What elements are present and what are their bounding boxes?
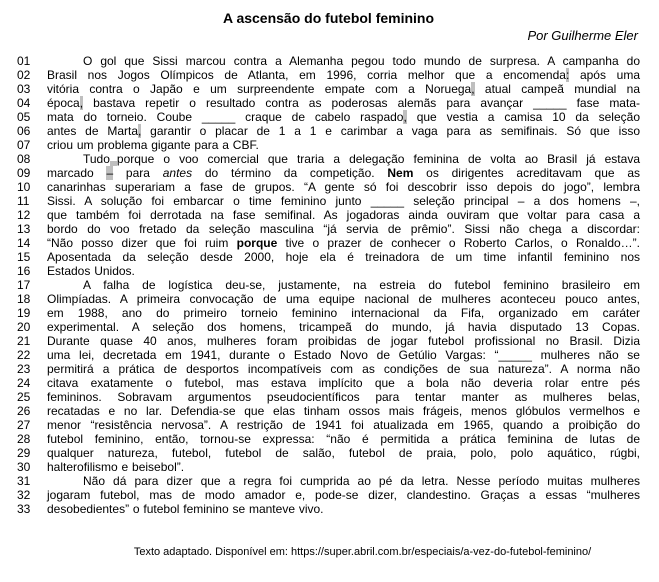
text-segment: vitória contra o Japão e um surpreendente empate com a Noruega [47,82,472,96]
text-segment: Estados Unidos. [47,264,135,278]
line-number: 25 [17,390,31,404]
line-number: 14 [17,236,31,250]
text-line [17,180,640,194]
text-line [17,334,640,348]
line-number: 13 [17,222,31,236]
text-segment: Durante quase 40 anos, mulheres foram proibidas de jogar futebol profissional no Brasil. Dizia [47,334,640,348]
text-segment: futebol feminino, então, tornou-se expressa: “não é permitida a prática feminina de lutas de [47,432,640,446]
text-segment: que vestia a camisa 10 da seleção [406,110,640,124]
text-segment: qualquer natureza, futebol, futebol de salão, futebol de praia, polo, polo aquático, rúgbi, [47,446,640,460]
line-number: 11 [17,194,30,208]
line-text [47,404,640,418]
text-line [17,54,640,68]
line-number: 33 [17,502,31,516]
text-segment: canarinhas superariam a fase de grupos. “A gente só foi descobrir isso depois do jogo”, lembra [47,180,640,194]
line-number: 02 [17,68,31,82]
text-segment: seleção principal – a dos homens –, [404,194,640,208]
line-text [47,446,640,460]
text-line [17,278,640,292]
line-text [47,180,640,194]
line-text [47,390,640,404]
text-segment: porque [236,236,278,250]
line-number: 06 [17,124,31,138]
text-segment: menor “resistência nervosa”. A restrição de 1941 foi atualizada em 1965, quando a proibição do [47,418,640,432]
line-number: 27 [17,418,31,432]
text-line [17,460,640,474]
text-segment: atual campeã mundial na [474,82,640,96]
text-segment: após uma [569,68,640,82]
line-text [47,110,640,124]
line-text [47,292,640,306]
text-segment: para [113,166,163,180]
line-text [47,124,640,138]
highlighted-punctuation: – [106,166,114,180]
line-text [47,474,640,488]
text-segment: tive o prazer de conhecer o Roberto Carlos, o Ronaldo…”. [277,236,640,250]
text-line [17,194,640,208]
line-number: 09 [17,166,31,180]
highlighted-punctuation: , [403,110,407,124]
line-number: 12 [17,208,31,222]
line-number: 23 [17,362,31,376]
line-number: 07 [17,138,31,152]
line-number: 30 [17,460,31,474]
text-segment: craque de cabelo raspado [235,110,404,124]
line-text [47,502,640,516]
line-text [47,222,640,236]
text-line [17,348,640,362]
text-segment: porque o voo comercial que traria a delegação feminina de volta ao Brasil já estava [116,152,640,166]
text-segment: citava exatamente o futebol, mas estava implícito que a bola não deveria rolar entre pés [47,376,640,390]
text-segment: época [47,96,80,110]
byline: Por Guilherme Eler [527,28,638,43]
text-segment: “Não posso dizer que foi ruim [47,236,237,250]
line-number: 18 [17,292,31,306]
text-segment: Não dá para dizer que a regra foi cumprida ao pé da letra. Nesse período muitas mulheres [83,474,640,488]
text-line [17,474,640,488]
line-text [47,54,640,68]
text-segment: criou um problema gigante para a CBF. [47,138,259,152]
text-line [17,404,640,418]
line-text [47,264,640,278]
line-text [47,68,640,82]
text-line [17,362,640,376]
text-segment: uma lei, decretada em 1941, durante o Estado Novo de Getúlio Vargas: “ [47,348,499,362]
text-line [17,390,640,404]
text-line [17,110,640,124]
line-text [47,138,640,152]
highlighted-punctuation: , [79,96,84,110]
line-number: 20 [17,320,31,334]
line-number: 19 [17,306,31,320]
text-line [17,292,640,306]
line-text [47,362,640,376]
line-text [47,488,640,502]
text-line [17,432,640,446]
text-segment: bastava repetir o resultado contra as poderosas alemãs para avançar [83,96,534,110]
text-segment: Sissi. A solução foi embarcar o time feminino junto [47,194,371,208]
line-text [47,432,640,446]
line-text [47,348,640,362]
line-number: 28 [17,432,31,446]
line-number: 10 [17,180,31,194]
line-text [47,194,640,208]
text-segment: garantir o placar de 1 a 1 e carimbar a vaga para as semifinais. Só que isso [141,124,640,138]
text-line [17,306,640,320]
text-segment: em 1988, ano do primeiro torneio feminino internacional da Fifa, organizado em caráter [47,306,640,320]
line-text [47,334,640,348]
line-text [47,306,640,320]
line-text [47,250,640,264]
text-line [17,68,640,82]
line-text [47,278,640,292]
line-text [47,418,640,432]
line-number: 22 [17,348,31,362]
text-segment: Tudo [83,152,110,166]
text-segment: antes de Marta [47,124,138,138]
text-line [17,320,640,334]
text-segment: O gol que Sissi marcou contra a Alemanha pegou todo mundo de surpresa. A campanha do [83,54,640,68]
text-line [17,250,640,264]
text-segment: os dirigentes acreditavam que as [413,166,641,180]
highlighted-punctuation: : [565,68,570,82]
line-text [47,236,640,250]
line-number: 03 [17,82,31,96]
fill-in-blank: _____ [533,96,567,110]
text-segment: do término da competição. [192,166,388,180]
text-line [17,502,640,516]
line-number: 31 [17,474,31,488]
line-number: 05 [17,110,31,124]
line-text [47,96,640,110]
text-segment: femininos. Sobravam argumentos pseudocientíficos para tentar manter as mulheres belas, [47,390,640,404]
text-line [17,138,640,152]
text-segment: bordo do voo fretado da seleção masculina “já servia de prêmio”. Sissi não chega a discordar: [47,222,640,236]
text-line [17,418,640,432]
text-line [17,446,640,460]
fill-in-blank: _____ [498,348,532,362]
line-text [47,376,640,390]
text-line [17,376,640,390]
line-number: 21 [17,334,31,348]
text-line [17,264,640,278]
line-number: 26 [17,404,31,418]
text-segment: permitirá a prática de desportos incompatíveis com as condições de sua natureza”. A norma não [47,362,640,376]
text-segment: experimental. A seleção dos homens, tricampeã do mundo, já havia disputado 13 Copas. [47,320,640,334]
text-line [17,152,640,166]
highlighted-space [110,154,117,166]
line-number: 24 [17,376,31,390]
line-text [47,208,640,222]
line-number: 32 [17,488,31,502]
text-line [17,488,640,502]
highlighted-punctuation: , [138,124,142,138]
line-text [47,460,640,474]
text-segment: antes [162,166,193,180]
text-line [17,208,640,222]
text-segment: mata do torneio. Coube [47,110,202,124]
text-segment: desobedientes” o futebol feminino se manteve vivo. [47,502,324,516]
text-line [17,222,640,236]
fill-in-blank: _____ [201,110,236,124]
line-number: 16 [17,264,31,278]
text-segment: mulheres não se [531,348,640,362]
highlighted-punctuation: , [471,82,475,96]
text-segment: halterofilismo e beisebol”. [47,460,185,474]
numbered-text-block [17,54,640,516]
line-number: 08 [17,152,31,166]
text-segment: jogaram futebol, mas de modo amador e, pode-se dizer, clandestino. Graças a essas “mulheres [47,488,640,502]
line-number: 17 [17,278,31,292]
text-segment: fase mata- [566,96,640,110]
text-line [17,166,640,180]
text-segment: Brasil nos Jogos Olímpicos de Atlanta, em 1996, corria melhor que a encomenda [47,68,566,82]
text-line [17,82,640,96]
text-segment: Olimpíadas. A primeira convocação de uma equipe nacional de mulheres aconteceu pouco antes, [47,292,640,306]
fill-in-blank: _____ [370,194,405,208]
text-segment: Aposentada da seleção desde 2000, hoje ela é treinadora de um time infantil feminino nos [47,250,640,264]
line-text [47,82,640,96]
page-title: A ascensão do futebol feminino [222,10,435,26]
line-text [47,320,640,334]
text-segment: recatadas e no lar. Defendia-se que elas tinham ossos mais frágeis, menos glóbulos vermelhos e [47,404,640,418]
text-segment: Nem [387,166,414,180]
text-line [17,96,640,110]
text-line [17,236,640,250]
line-number: 29 [17,446,31,460]
text-segment: A falha de logística deu-se, justamente, na estreia do futebol feminino brasileiro em [83,278,640,292]
line-number: 01 [17,54,31,68]
line-number: 15 [17,250,31,264]
text-segment: que também foi derrotada na fase semifinal. As jogadoras ainda ouviram que voltar para casa a [47,208,640,222]
line-text [47,152,640,166]
source-note: Texto adaptado. Disponível em: https://super.abril.com.br/especiais/a-vez-do-futebol-feminino/ [133,546,592,558]
line-text [47,166,640,180]
line-number: 04 [17,96,31,110]
text-segment: marcado [47,166,107,180]
text-line [17,124,640,138]
